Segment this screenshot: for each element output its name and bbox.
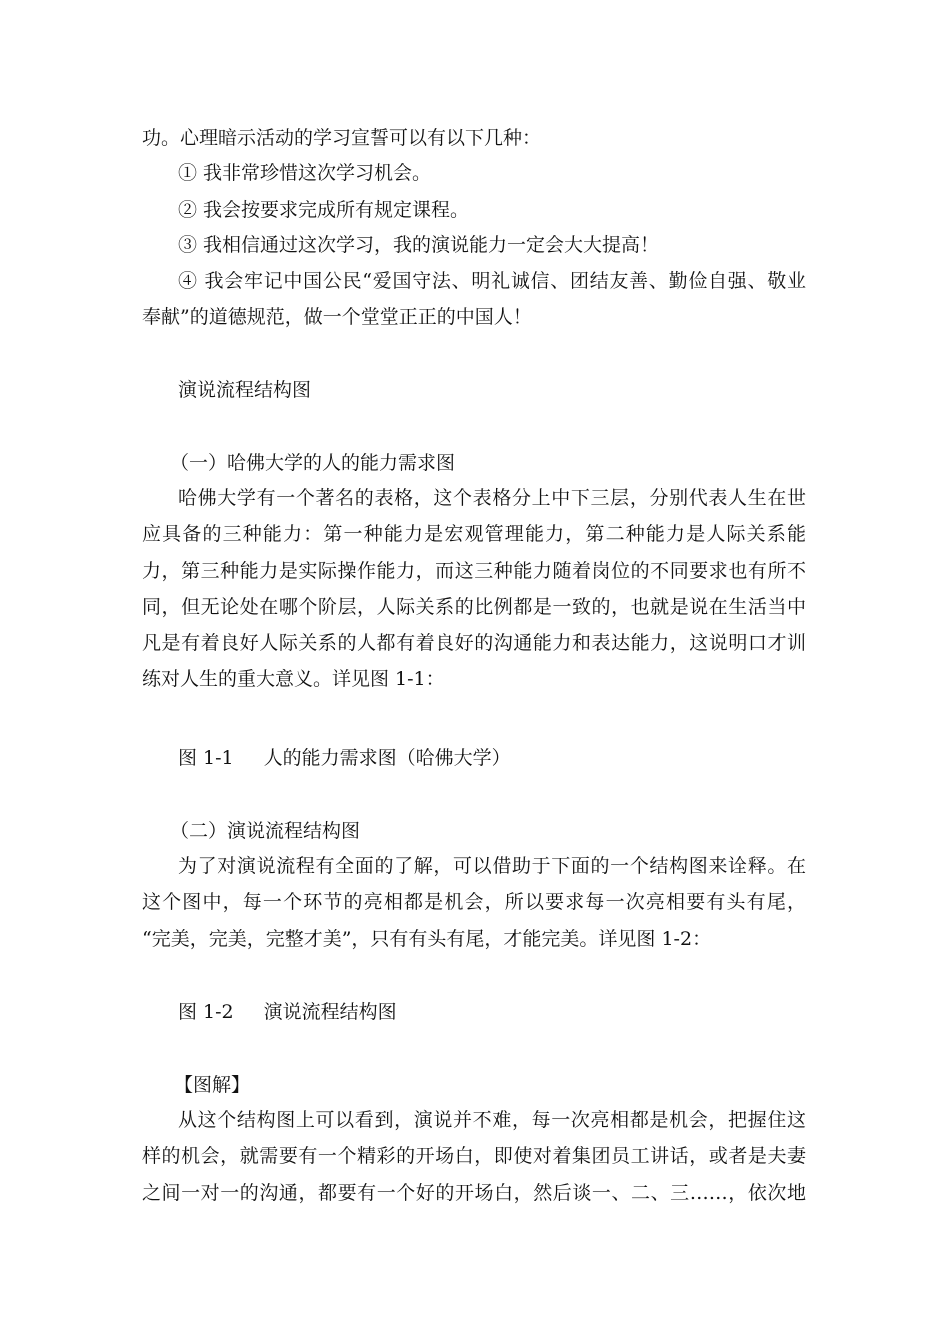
- paragraph-line: 样的机会，就需要有一个精彩的开场白，即使对着集团员工讲话，或者是夫妻: [142, 1145, 806, 1167]
- paragraph-line: 之间一对一的沟通，都要有一个好的开场白，然后谈一、二、三……，依次地: [142, 1182, 806, 1204]
- paragraph-line: 功。心理暗示活动的学习宣誓可以有以下几种：: [142, 127, 542, 149]
- paragraph-line: 练对人生的重大意义。详见图 1-1：: [142, 668, 445, 690]
- paragraph-line: 应具备的三种能力：第一种能力是宏观管理能力，第二种能力是人际关系能: [142, 523, 806, 545]
- paragraph-line: 哈佛大学有一个著名的表格，这个表格分上中下三层，分别代表人生在世: [178, 487, 806, 509]
- list-item: ② 我会按要求完成所有规定课程。: [178, 199, 470, 221]
- figure-caption: [178, 746, 511, 770]
- paragraph-line: “完美，完美，完整才美”，只有有头有尾，才能完美。详见图 1-2：: [142, 928, 712, 950]
- paragraph-line: 力，第三种能力是实际操作能力，而这三种能力随着岗位的不同要求也有所不: [142, 560, 806, 582]
- section-heading: 【图解】: [174, 1074, 251, 1096]
- paragraph-line: 同，但无论处在哪个阶层，人际关系的比例都是一致的，也就是说在生活当中: [142, 596, 806, 618]
- paragraph-line: 凡是有着良好人际关系的人都有着良好的沟通能力和表达能力，这说明口才训: [142, 632, 806, 654]
- list-item: ④ 我会牢记中国公民“爱国守法、明礼诚信、团结友善、勤俭自强、敬业: [178, 270, 806, 292]
- subsection-heading: （二）演说流程结构图: [170, 820, 361, 842]
- list-item: ① 我非常珍惜这次学习机会。: [178, 162, 432, 184]
- subsection-heading: （一）哈佛大学的人的能力需求图: [170, 452, 456, 474]
- figure-title: 演说流程结构图: [263, 1001, 397, 1023]
- section-heading: 演说流程结构图: [178, 379, 312, 401]
- figure-caption: [178, 1000, 397, 1024]
- paragraph-line: 这个图中，每一个环节的亮相都是机会，所以要求每一次亮相要有头有尾，: [142, 891, 806, 913]
- figure-number: 图 1-1: [178, 747, 234, 769]
- paragraph-line: 为了对演说流程有全面的了解，可以借助于下面的一个结构图来诠释。在: [178, 855, 806, 877]
- paragraph-line: 从这个结构图上可以看到，演说并不难，每一次亮相都是机会，把握住这: [178, 1109, 806, 1131]
- paragraph-line: 奉献”的道德规范，做一个堂堂正正的中国人！: [142, 306, 532, 328]
- list-item: ③ 我相信通过这次学习，我的演说能力一定会大大提高！: [178, 234, 660, 256]
- figure-number: 图 1-2: [178, 1001, 234, 1023]
- figure-title: 人的能力需求图（哈佛大学）: [263, 747, 511, 769]
